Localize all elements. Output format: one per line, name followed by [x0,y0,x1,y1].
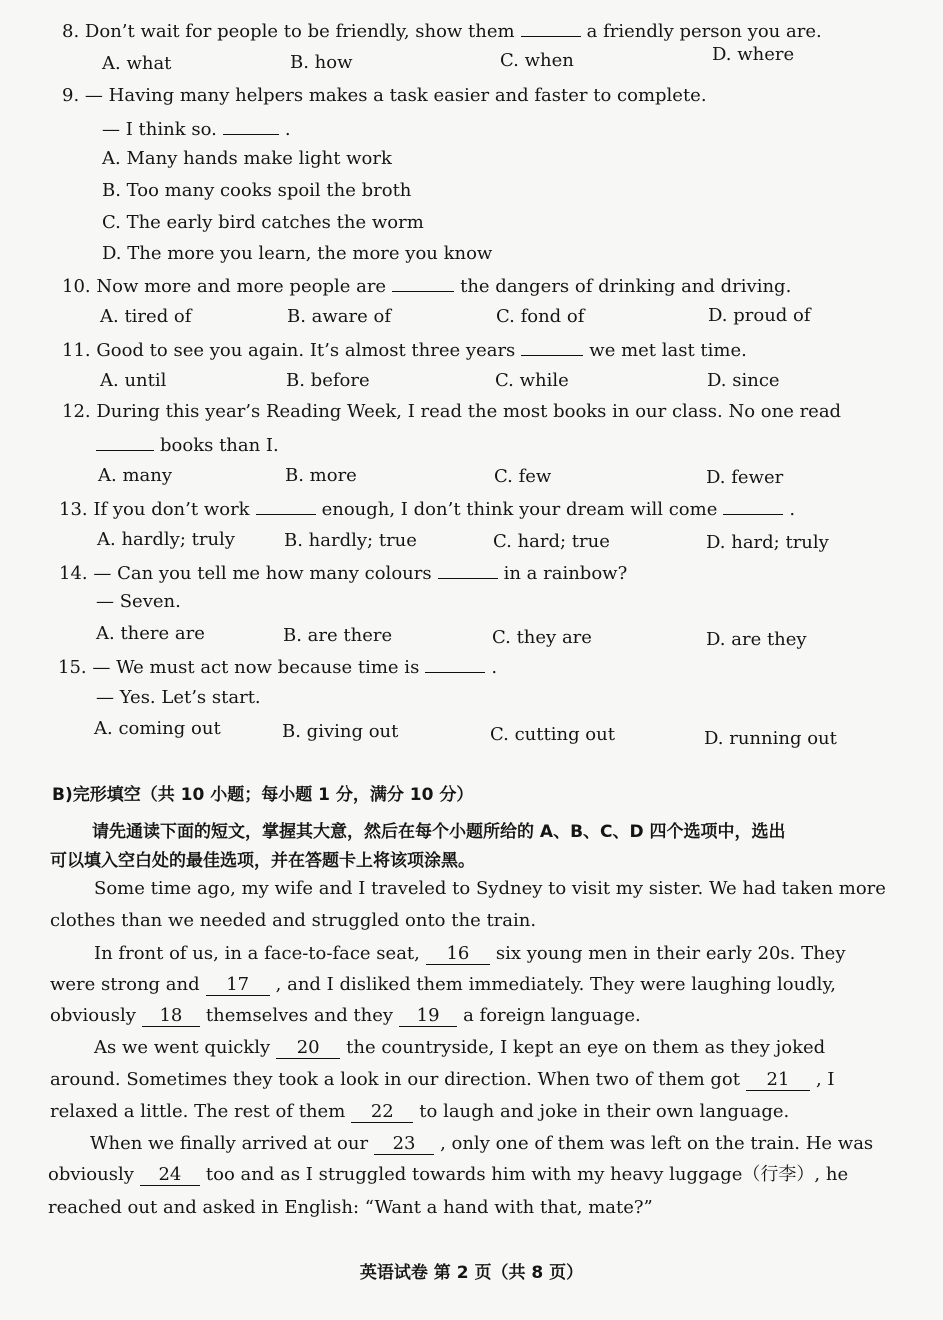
passage-text: , and I disliked them immediately. They were laughing loudly, [275,974,836,995]
option-c: C. fond of [496,306,585,327]
section-b-instruction-line2: 可以填入空白处的最佳选项，并在答题卡上将该项涂黑。 [50,851,475,871]
page-footer: 英语试卷 第 2 页（共 8 页） [359,1263,584,1283]
option-b: B. before [286,370,370,391]
question-text: a friendly person you are. [586,21,822,42]
option-d: D. proud of [708,305,811,326]
passage-line: reached out and asked in English: “Want a hand with that, mate?” [48,1197,653,1218]
passage-text: , I [815,1069,835,1090]
question-14-reply: — Seven. [96,591,181,612]
option-a: A. what [102,53,172,74]
option-d: D. running out [704,728,837,749]
passage-line [50,1100,789,1124]
passage-text: themselves and they [205,1005,394,1026]
option-b: B. are there [283,625,393,646]
passage-text: too and as I struggled towards him with my heavy luggage（行李）, he [205,1164,849,1185]
question-text: If you don’t work [93,499,250,520]
passage-line: Some time ago, my wife and I traveled to Sydney to visit my sister. We had taken more [94,878,886,899]
question-11-stem [62,337,747,363]
question-text: Now more and more people are [96,276,387,297]
answer-blank [256,496,316,515]
question-number: 10. [62,276,91,297]
cloze-blank-20: 20 [276,1038,340,1059]
option-c: C. The early bird catches the worm [102,212,424,233]
question-text: enough, I don’t think your dream will come [321,499,718,520]
option-d: D. where [712,44,795,65]
question-12-stem [62,400,841,424]
option-c: C. hard; true [493,531,610,552]
passage-line: clothes than we needed and struggled onto the train. [50,910,537,931]
passage-text: When we finally arrived at our [90,1133,369,1154]
question-15-reply: — Yes. Let’s start. [96,687,261,708]
option-b: B. aware of [287,306,392,327]
option-d: D. hard; truly [706,532,829,553]
option-a: A. there are [96,623,205,644]
answer-blank [392,273,454,292]
question-number: 11. [62,340,91,361]
question-text: Don’t wait for people to be friendly, show them [84,21,515,42]
question-9-stem [62,84,707,108]
option-d: D. fewer [706,467,784,488]
question-text: in a rainbow? [503,563,628,584]
passage-line [48,1163,848,1187]
option-d: D. since [707,370,780,391]
passage-line [90,1132,873,1156]
option-d: D. The more you learn, the more you know [102,243,493,264]
question-text: — We must act now because time is [92,657,420,678]
passage-text: around. Sometimes they took a look in our direction. When two of them got [50,1069,740,1090]
option-b: B. Too many cooks spoil the broth [102,180,412,201]
passage-text: obviously [50,1005,136,1026]
option-a: A. until [100,370,167,391]
option-b: B. giving out [282,721,399,742]
question-number: 13. [59,499,88,520]
option-c: C. cutting out [490,724,615,745]
answer-blank [723,496,783,515]
cloze-blank-17: 17 [206,975,270,996]
answer-blank [425,654,485,673]
question-text: the dangers of drinking and driving. [460,276,792,297]
cloze-blank-24: 24 [140,1165,200,1186]
option-a: A. many [98,465,173,486]
passage-line [94,942,846,966]
option-b: B. hardly; true [284,530,417,551]
cloze-blank-19: 19 [399,1006,457,1027]
question-12-stem-cont [96,432,279,458]
question-number: 12. [62,401,91,422]
question-10-stem [62,273,791,299]
passage-text: , only one of them was left on the train. He was [440,1133,874,1154]
passage-text: were strong and [50,974,200,995]
passage-line [50,1004,641,1028]
question-9-reply [102,116,291,142]
question-number: 15. [58,657,87,678]
passage-text: As we went quickly [94,1037,271,1058]
option-a: A. Many hands make light work [102,148,392,169]
answer-blank [521,18,581,37]
question-number: 14. [59,563,88,584]
option-c: C. while [495,370,569,391]
option-a: A. tired of [100,306,192,327]
cloze-blank-16: 16 [426,944,490,965]
question-text: books than I. [160,435,279,456]
passage-text: to laugh and joke in their own language. [419,1101,790,1122]
reply-text: . [284,119,291,140]
question-text: . [491,657,498,678]
answer-blank [223,116,279,135]
option-d: D. are they [706,629,807,650]
answer-blank [438,560,498,579]
answer-blank [96,432,154,451]
question-text: . [789,499,796,520]
option-b: B. how [290,52,353,73]
question-number: 8. [62,21,80,42]
passage-line [94,1036,825,1060]
passage-text: obviously [48,1164,134,1185]
question-14-stem [59,560,627,586]
question-13-stem [59,496,795,522]
option-c: C. few [494,466,552,487]
question-text: During this year’s Reading Week, I read the most books in our class. No one read [96,401,842,422]
section-b-heading: B)完形填空（共 10 小题；每小题 1 分，满分 10 分） [52,785,474,805]
question-number: 9. [62,85,80,106]
passage-line [50,1068,835,1092]
section-b-instruction-line1: 请先通读下面的短文，掌握其大意，然后在每个小题所给的 A、B、C、D 四个选项中，选出 [92,822,786,842]
question-text: — Having many helpers makes a task easier and faster to complete. [84,85,707,106]
question-text: we met last time. [589,340,747,361]
question-8-stem [62,18,822,44]
option-b: B. more [285,465,357,486]
question-text: Good to see you again. It’s almost three years [96,340,516,361]
passage-text: six young men in their early 20s. They [495,943,846,964]
cloze-blank-22: 22 [351,1102,413,1123]
option-c: C. when [500,50,574,71]
cloze-blank-18: 18 [142,1006,200,1027]
cloze-blank-23: 23 [374,1134,434,1155]
question-15-stem [58,654,497,680]
cloze-blank-21: 21 [746,1070,810,1091]
passage-text: a foreign language. [463,1005,641,1026]
option-c: C. they are [492,627,592,648]
reply-text: — I think so. [102,119,217,140]
passage-text: relaxed a little. The rest of them [50,1101,346,1122]
passage-line [50,973,836,997]
answer-blank [521,337,583,356]
passage-text: In front of us, in a face-to-face seat, [94,943,420,964]
option-a: A. coming out [94,718,221,739]
passage-text: the countryside, I kept an eye on them as they joked [346,1037,826,1058]
option-a: A. hardly; truly [97,529,235,550]
question-text: — Can you tell me how many colours [93,563,432,584]
